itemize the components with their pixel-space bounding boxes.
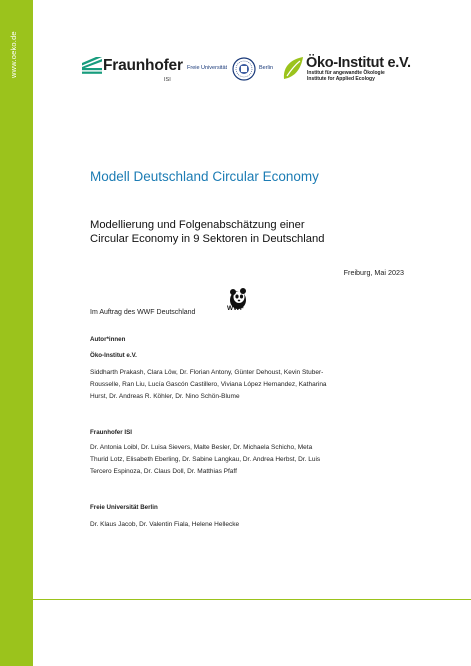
oeko-institut-logo-text: Öko-Institut e.V. bbox=[306, 55, 411, 71]
oeko-tagline-de: Institut für angewandte Ökologie bbox=[307, 70, 385, 76]
author-names-fu-berlin: Dr. Klaus Jacob, Dr. Valentin Fiala, Helene Hellecke bbox=[90, 521, 240, 528]
document-title: Modell Deutschland Circular Economy bbox=[90, 169, 319, 184]
document-subtitle: Modellierung und Folgenabschätzung einer Circular Economy in 9 Sektoren in Deutschland bbox=[90, 219, 325, 245]
fraunhofer-logo-text: Fraunhofer bbox=[103, 57, 183, 74]
author-names-fraunhofer: Dr. Antonia Loibl, Dr. Luisa Sievers, Malte Besler, Dr. Michaela Schicho, Meta Thurid Lotz, Elisabeth Eberling, Dr. Sabine Langkau, Dr. Andrea Herbst, Dr. Luis Tercero Espinoza, Dr. Claus Doll, Dr. Matthias Pfaff bbox=[90, 444, 321, 475]
place-and-date: Freiburg, Mai 2023 bbox=[343, 268, 404, 277]
fu-berlin-seal-icon bbox=[232, 57, 256, 81]
oeko-leaf-icon bbox=[281, 55, 305, 81]
fu-berlin-left-text: Freie Universität bbox=[187, 65, 228, 71]
fraunhofer-logo-mark bbox=[82, 57, 102, 74]
fu-berlin-right-text: Berlin bbox=[259, 65, 274, 71]
logo-header bbox=[0, 0, 471, 100]
author-org-oeko: Öko-Institut e.V. bbox=[90, 352, 137, 359]
footer-divider-line bbox=[33, 599, 471, 600]
oeko-tagline-en: Institute for Applied Ecology bbox=[307, 76, 375, 82]
wwf-logo-text: WWF bbox=[227, 305, 245, 312]
fraunhofer-isi-label: ISI bbox=[164, 77, 171, 83]
website-url: www.oeko.de bbox=[9, 31, 18, 78]
author-names-oeko: Siddharth Prakash, Clara Löw, Dr. Florian Antony, Günter Dehoust, Kevin Stuber-Rousselle, Ran Liu, Lucía Gascón Castillero, Viviana López Hernandez, Katharina Hurst, Dr. Andreas R. Köhler, Dr. Nino Schön-Blume bbox=[90, 369, 327, 400]
author-org-fraunhofer: Fraunhofer ISI bbox=[90, 429, 132, 436]
author-org-fu-berlin: Freie Universität Berlin bbox=[90, 504, 158, 511]
authors-heading: Autor*innen bbox=[90, 336, 126, 343]
commission-note: Im Auftrag des WWF Deutschland bbox=[90, 309, 196, 316]
